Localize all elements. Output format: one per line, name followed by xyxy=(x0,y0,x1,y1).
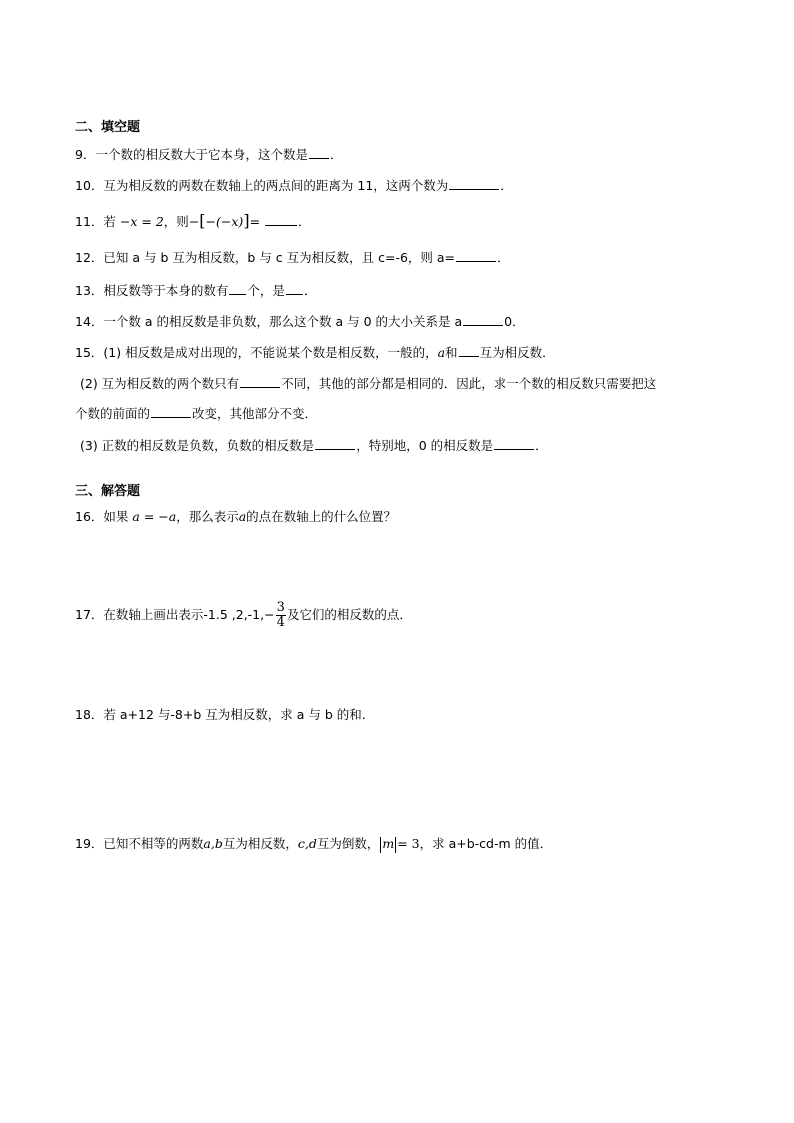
q17-end: 及它们的相反数的点． xyxy=(286,607,412,622)
q19-abs-var: m xyxy=(382,836,395,851)
question-11 xyxy=(75,212,311,231)
q19-mid2: 互为倒数， xyxy=(316,836,380,851)
q10-end: ． xyxy=(500,178,513,193)
question-16 xyxy=(75,508,396,526)
answer-blank[interactable] xyxy=(265,212,297,226)
q16-mid: ，那么表示 xyxy=(176,509,239,524)
question-10 xyxy=(75,176,513,195)
question-19 xyxy=(75,835,552,853)
q19-mid1: 互为相反数， xyxy=(222,836,298,851)
q15-part2-rest: 不同，其他的部分都是相同的．因此，求一个数的相反数只需要把这 xyxy=(281,376,657,391)
q11-then: ，则 xyxy=(163,214,189,229)
answer-blank[interactable] xyxy=(151,404,191,418)
q12-end: ． xyxy=(497,250,510,265)
question-15-part-3 xyxy=(80,436,548,455)
q10-text: 10．互为相反数的两数在数轴上的两点间的距离为 11，这两个数为 xyxy=(75,178,449,193)
q16-var: a xyxy=(238,509,247,524)
q19-text: 19．已知不相等的两数 xyxy=(75,836,204,851)
fraction-numerator: 3 xyxy=(276,600,285,615)
q11-end: ． xyxy=(298,214,311,229)
q11-equals: = xyxy=(249,214,261,229)
q12-text: 12．已知 a 与 b 互为相反数，b 与 c 互为相反数，且 c=-6，则 a= xyxy=(75,250,456,265)
q15-part3-end: ． xyxy=(535,438,548,453)
left-bracket: [ xyxy=(199,211,206,230)
q13-end: ． xyxy=(303,283,317,298)
fraction-three-quarters xyxy=(276,601,286,630)
question-12 xyxy=(75,248,510,267)
q11-text: 11．若 xyxy=(75,214,116,229)
answer-blank[interactable] xyxy=(456,248,496,262)
q19-vars-ab: a,b xyxy=(203,836,223,851)
answer-blank[interactable] xyxy=(286,281,303,295)
q15-var-a: a xyxy=(437,345,446,360)
q18-text: 18．若 a+12 与-8+b 互为相反数，求 a 与 b 的和. xyxy=(75,707,366,722)
right-bracket: ] xyxy=(243,211,250,230)
q11-condition: −x = 2 xyxy=(119,214,164,229)
q15-part2-text: (2) 互为相反数的两个数只有 xyxy=(80,376,240,391)
q13-text: 13．相反数等于本身的数有 xyxy=(75,283,229,298)
question-17 xyxy=(75,600,412,630)
section-heading-fill-in: 二、填空题 xyxy=(75,120,141,135)
q19-end: ，求 a+b-cd-m 的值． xyxy=(419,836,553,851)
q11-expr-prefix: − xyxy=(188,214,200,229)
fraction-denominator: 4 xyxy=(276,615,285,630)
q9-end: ． xyxy=(329,147,343,162)
section-heading-answer: 三、解答题 xyxy=(75,484,141,499)
q15-part1-text: 15．(1) 相反数是成对出现的，不能说某个数是相反数，一般的， xyxy=(75,345,438,360)
q11-expr-inner: −(−x) xyxy=(205,214,244,229)
q16-end: 的点在数轴上的什么位置？ xyxy=(246,509,397,524)
answer-blank[interactable] xyxy=(463,312,503,326)
q15-part3-text: (3) 正数的相反数是负数，负数的相反数是 xyxy=(80,438,315,453)
question-15-part-2 xyxy=(80,374,656,393)
q19-abs-eq: = 3 xyxy=(397,836,420,851)
q19-vars-cd: c,d xyxy=(297,836,317,851)
answer-blank[interactable] xyxy=(459,343,479,357)
question-18 xyxy=(75,706,366,724)
q9-text: 9．一个数的相反数大于它本身，这个数是 xyxy=(75,147,308,162)
answer-blank[interactable] xyxy=(240,374,280,388)
answer-blank[interactable] xyxy=(309,145,329,159)
q17-text: 17．在数轴上画出表示-1.5 ,2,-1,− xyxy=(75,607,275,622)
q14-text: 14．一个数 a 的相反数是非负数，那么这个数 a 与 0 的大小关系是 a xyxy=(75,314,463,329)
q15-part2-cont-end: 改变，其他部分不变． xyxy=(192,406,318,421)
q15-part1-end: 互为相反数． xyxy=(479,345,555,360)
q13-mid: 个，是 xyxy=(247,283,285,298)
question-15-part-2-continued xyxy=(75,404,317,423)
question-9 xyxy=(75,145,342,164)
question-15-part-1 xyxy=(75,343,555,362)
q15-part1-and: 和 xyxy=(445,345,458,360)
answer-blank[interactable] xyxy=(315,436,355,450)
question-14 xyxy=(75,312,525,331)
q16-text: 16．如果 xyxy=(75,509,129,524)
answer-blank[interactable] xyxy=(449,176,499,190)
q15-part3-mid: ，特别地，0 的相反数是 xyxy=(356,438,494,453)
q14-end: 0． xyxy=(504,314,525,329)
q16-expr: a = −a xyxy=(132,509,177,524)
q15-part2-cont-text: 个数的前面的 xyxy=(75,406,151,421)
answer-blank[interactable] xyxy=(494,436,534,450)
question-13 xyxy=(75,281,316,300)
answer-blank[interactable] xyxy=(229,281,246,295)
